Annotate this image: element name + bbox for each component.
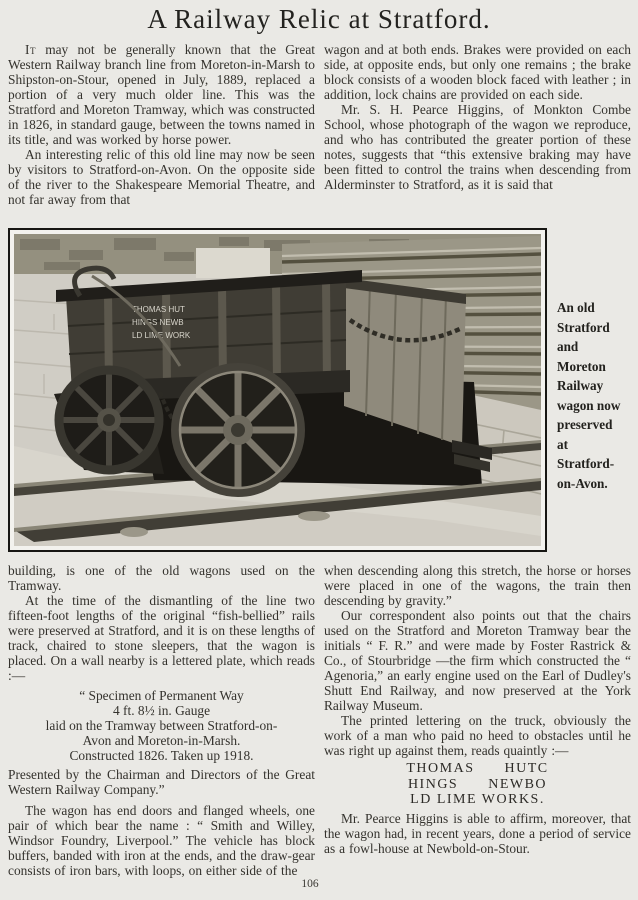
caption-line: An old [557,300,595,315]
paragraph-higgins: Mr. S. H. Pearce Higgins, of Monkton Combe School, whose photograph of the wagon we reproduce, and who has contributed the greater portion of these notes, suggests that “this extensive braking may have been fitted to control the trains when descending from Alderminster to Stratford, as it is said that [324,102,631,192]
page-title: A Railway Relic at Stratford. [147,4,491,34]
right-wheel [173,365,303,495]
caption-line: on-Avon. [557,475,608,491]
lettered-plate-block [8,688,315,763]
paragraph-relic: An interesting relic of this old line may now be seen by visitors to Stratford-on-Avon. On the opposite side of the river to the Shakespeare Memorial Theatre, and not far away from that [8,147,315,207]
photo-frame [8,228,547,552]
paragraph-gravity: when descending along this stretch, the horse or horses were placed in one of the wagons, the train then descending by gravity.” [324,563,631,608]
page-number: 106 [301,878,319,890]
paragraph-presented: Presented by the Chairman and Directors of the Great Western Railway Company.” [8,767,315,797]
whitewashed-patch [196,248,270,278]
caption-line: at [557,436,568,452]
truck-lettering-line: THOMAS HUTC [406,761,549,776]
paragraph-text: may not be generally known that the Great Western Railway branch line from Moreton-in-Marsh to Shipston-on-Stour, opened in July, 1889, replaced a portion of a very much older line. This was the Stratford and Moreton Tramway, which was constructed in 1826, in standard gauge, between the towns named in its title, and was worked by horse power. [8,42,315,147]
column-right-top [324,42,631,207]
paragraph-printed-lettering: The printed lettering on the truck, obviously the work of a man who paid no heed to obstacles until he was right up against them, reads quaintly :— [324,713,631,758]
paragraph-correspondent: Our correspondent also points out that the chairs used on the Stratford and Moreton Tramway bear the initials “ F. R.” and were made by Foster Rastrick & Co., of Stourbridge —the firm which constructed the “ Agenoria,” an early engine used on the Earl of Dudley's Shutt End Railway, and now preserved at the York Railway Museum. [324,608,631,713]
caption-line: Moreton [557,358,606,374]
paragraph-brakes: wagon and at both ends. Brakes were provided on each side, at opposite ends, but only one remains ; the brake block consists of a wooden block faced with leather ; in addition, lock chains are provided on each side. [324,42,631,102]
plate-line: “ Specimen of Permanent Way [79,688,244,703]
plate-line: 4 ft. 8½ in. Gauge [112,703,211,718]
plate-line: Avon and Moreton-in-Marsh. [82,733,241,748]
top-columns [8,42,632,207]
paragraph-dismantling: At the time of the dismantling of the line two fifteen-foot lengths of the original “fish-bellied” rails were preserved at Stratford, and it is on these lengths of track, chaired to stone sleepers, that the wagon is placed. On a wall nearby is a lettered plate, which reads :— [8,593,315,683]
paragraph-building: building, is one of the old wagons used on the Tramway. [8,563,315,593]
caption-line: Stratford- [557,456,615,471]
truck-lettering-line: HINGS NEWBO [407,776,548,792]
caption-line: preserved [557,417,613,432]
column-right-bottom [324,563,631,878]
wagon-lettering-line1: THOMAS HUT [132,305,185,314]
paragraph-wagon-details: The wagon has end doors and flanged wheels, one pair of which bear the name : “ Smith and Willey, Windsor Foundry, Liverpool.” The vehicle has block buffers, banded with iron at the ends, and the draw-gear consists of iron bars, with loops, on either side of the [8,803,315,878]
caption-line: wagon now [557,397,621,413]
paragraph-intro [8,42,315,147]
column-left-bottom [8,563,315,878]
wagon-lettering-line3: LD LIME WORK [132,331,191,340]
leadin-smallcaps: It [25,42,36,57]
bottom-columns [8,563,632,878]
caption-line: and [557,339,579,354]
plate-line: Constructed 1826. Taken up 1918. [69,748,254,763]
wagon-lettering [132,305,191,340]
caption-line: Stratford [557,319,610,335]
truck-lettering-line: LD LIME WORKS. [410,792,545,807]
photo-caption [547,228,638,552]
photo-row [8,228,638,552]
paragraph-fowl-house: Mr. Pearce Higgins is able to affirm, moreover, that the wagon had, in recent years, done a period of service as a fowl-house at Newbold-on-Stour. [324,810,631,856]
wagon-lettering-line2: HINGS NEWB [132,318,184,327]
left-wheel [57,368,161,472]
truck-lettering-block [324,761,631,808]
plate-line: laid on the Tramway between Stratford-on- [45,718,278,733]
column-left-top [8,42,315,207]
wagon-photo-illustration [14,234,541,546]
caption-line: Railway [557,378,604,393]
